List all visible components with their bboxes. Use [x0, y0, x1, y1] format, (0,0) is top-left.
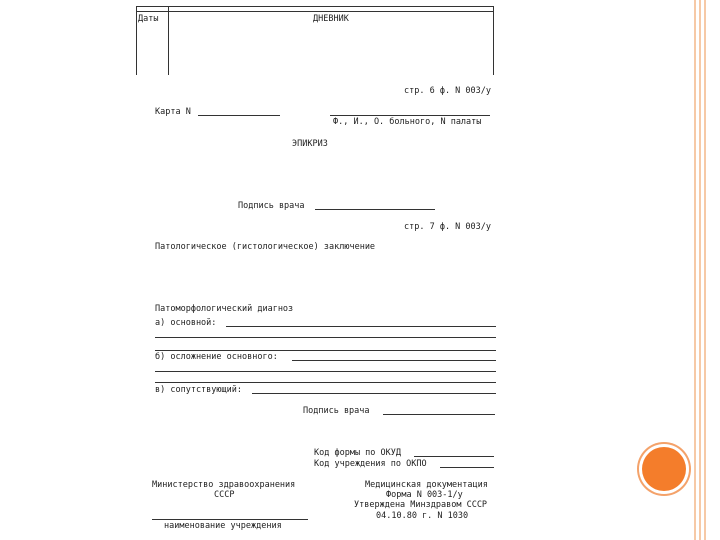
card-number-field[interactable] [198, 107, 280, 116]
table-rule [136, 11, 494, 12]
pathology-conclusion-heading: Патологическое (гистологическое) заключение [155, 242, 376, 252]
okud-code-label: Код формы по ОКУД [314, 448, 401, 458]
table-rule [168, 7, 169, 75]
decorative-border-line [704, 0, 706, 540]
diagnosis-heading: Патоморфологический диагноз [155, 304, 294, 314]
ministry-line-2: СССР [214, 490, 235, 500]
concomitant-field[interactable] [252, 385, 496, 394]
complication-field[interactable] [292, 352, 496, 361]
card-number-label: Карта N [155, 107, 191, 117]
diary-title: ДНЕВНИК [313, 14, 349, 24]
complication-line[interactable] [155, 374, 496, 383]
doc-line-1: Медицинская документация [365, 480, 488, 490]
table-rule [493, 7, 494, 75]
concomitant-label: в) сопутствующий: [155, 385, 242, 395]
okpo-code-label: Код учреждения по ОКПО [314, 459, 427, 469]
patient-name-caption: Ф., И., О. больного, N палаты [333, 117, 482, 127]
patient-name-field[interactable] [330, 107, 490, 116]
ministry-line-1: Министерство здравоохранения [152, 480, 296, 490]
decorative-border-line [699, 0, 701, 540]
doctor-signature-label-2: Подпись врача [303, 406, 370, 416]
doctor-signature-field[interactable] [315, 201, 435, 210]
diary-date-header: Даты [138, 14, 159, 24]
okpo-code-field[interactable] [440, 459, 494, 468]
main-diagnosis-label: а) основной: [155, 318, 217, 328]
institution-name-field[interactable] [152, 511, 308, 520]
main-diagnosis-line[interactable] [155, 342, 496, 351]
complication-line[interactable] [155, 363, 496, 372]
main-diagnosis-field[interactable] [226, 318, 496, 327]
page-ref-6: стр. 6 ф. N 003/у [404, 86, 491, 96]
doc-line-4: 04.10.80 г. N 1030 [376, 511, 469, 521]
doctor-signature-label: Подпись врача [238, 201, 305, 211]
page-ref-7: стр. 7 ф. N 003/у [404, 222, 491, 232]
epicrisis-title: ЭПИКРИЗ [292, 139, 328, 149]
complication-label: б) осложнение основного: [155, 352, 278, 362]
institution-name-caption: наименование учреждения [164, 521, 282, 531]
doctor-signature-field-2[interactable] [383, 406, 495, 415]
okud-code-field[interactable] [414, 448, 494, 457]
doc-line-3: Утверждена Минздравом СССР [354, 500, 488, 510]
main-diagnosis-line[interactable] [155, 329, 496, 338]
decorative-border-line [694, 0, 696, 540]
table-rule [136, 7, 137, 75]
doc-line-2: Форма N 003-1/у [386, 490, 463, 500]
diary-table [136, 6, 494, 75]
decorative-orange-circle [642, 447, 686, 491]
